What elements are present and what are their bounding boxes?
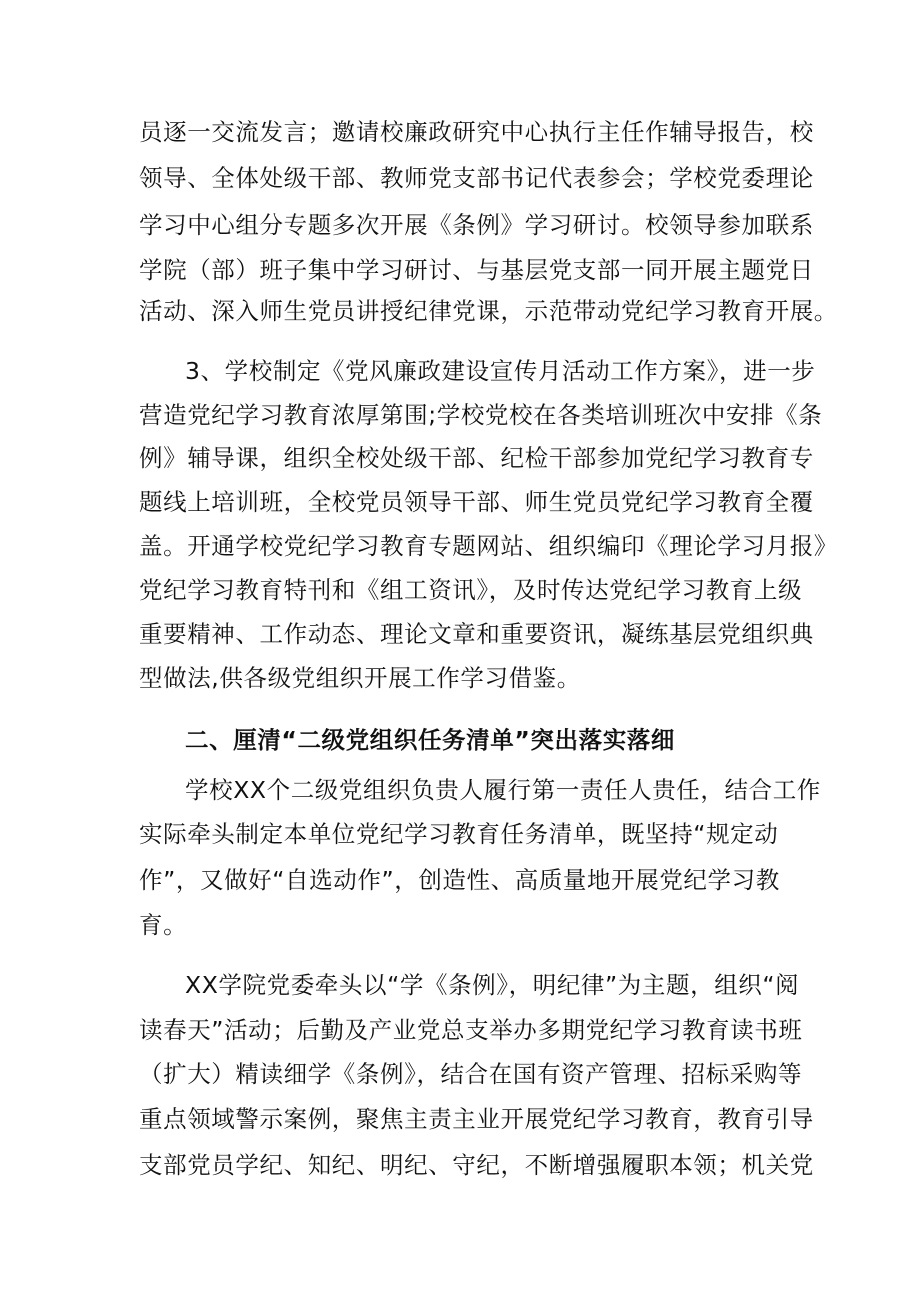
text-line: 作”，又做好“自选动作”，创造性、高质量地开展党纪学习教 [139,866,780,894]
text-line: 学院（部）班子集中学习研讨、与基层党支部一同开展主题党日 [139,256,814,284]
text-line: 育。 [139,911,188,939]
text-line: 型做法,供各级党组织开展工作学习借鉴。 [139,664,581,692]
text-line: 实际牵头制定本单位党纪学习教育任务清单，既坚持“规定动 [139,820,779,848]
text-line: XX学院党委牵头以“学《条例》，明纪律”为主题，组织“阅 [185,971,800,999]
text-line: 重要精神、工作动态、理论文章和重要资讯，凝练基层党组织典 [139,620,814,648]
text-line: 活动、深入师生党员讲授纪律党课，示范带动党纪学习教育开展。 [139,297,838,325]
text-line: 学校XX个二级党组织负贵人履行第一责任人贵任，结合工作 [185,776,821,804]
text-line: 领导、全体处级干部、教师党支部书记代表参会；学校党委理论 [139,164,814,192]
text-line: 3、学校制定《党风廉政建设宣传月活动工作方案》，进一步 [185,357,816,385]
text-line: 题线上培训班，全校党员领导干部、师生党员党纪学习教育全覆 [139,488,814,516]
text-line: 党纪学习教育特刊和《组工资讯》，及时传达党纪学习教育上级 [139,576,803,604]
text-line: 重点领域警示案例，聚焦主责主业开展党纪学习教育，教育引导 [139,1105,814,1133]
section-heading: 二、厘清“二级党组织任务清单”突出落实落细 [185,726,675,754]
text-line: 盖。开通学校党纪学习教育专题网站、组织编印《理论学习月报》 [139,532,838,560]
text-line: 例》辅导课，组织全校处级干部、纪检干部参加党纪学习教育专 [139,444,814,472]
text-line: 学习中心组分专题多次开展《条例》学习研讨。校领导参加联系 [139,211,814,239]
text-line: 员逐一交流发言；邀请校廉政研究中心执行主任作辅导报告，校 [139,118,814,146]
text-line: 读春天”活动；后勤及产业党总支举办多期党纪学习教育读书班 [139,1016,803,1044]
text-line: （扩大）精读细学《条例》，结合在国有资产管理、招标采购等 [139,1060,803,1088]
text-line: 营造党纪学习教育浓厚第围;学校党校在各类培训班次中安排《条 [139,401,823,429]
text-line: 支部党员学纪、知纪、明纪、守纪，不断增强履职本领；机关党 [139,1151,814,1179]
